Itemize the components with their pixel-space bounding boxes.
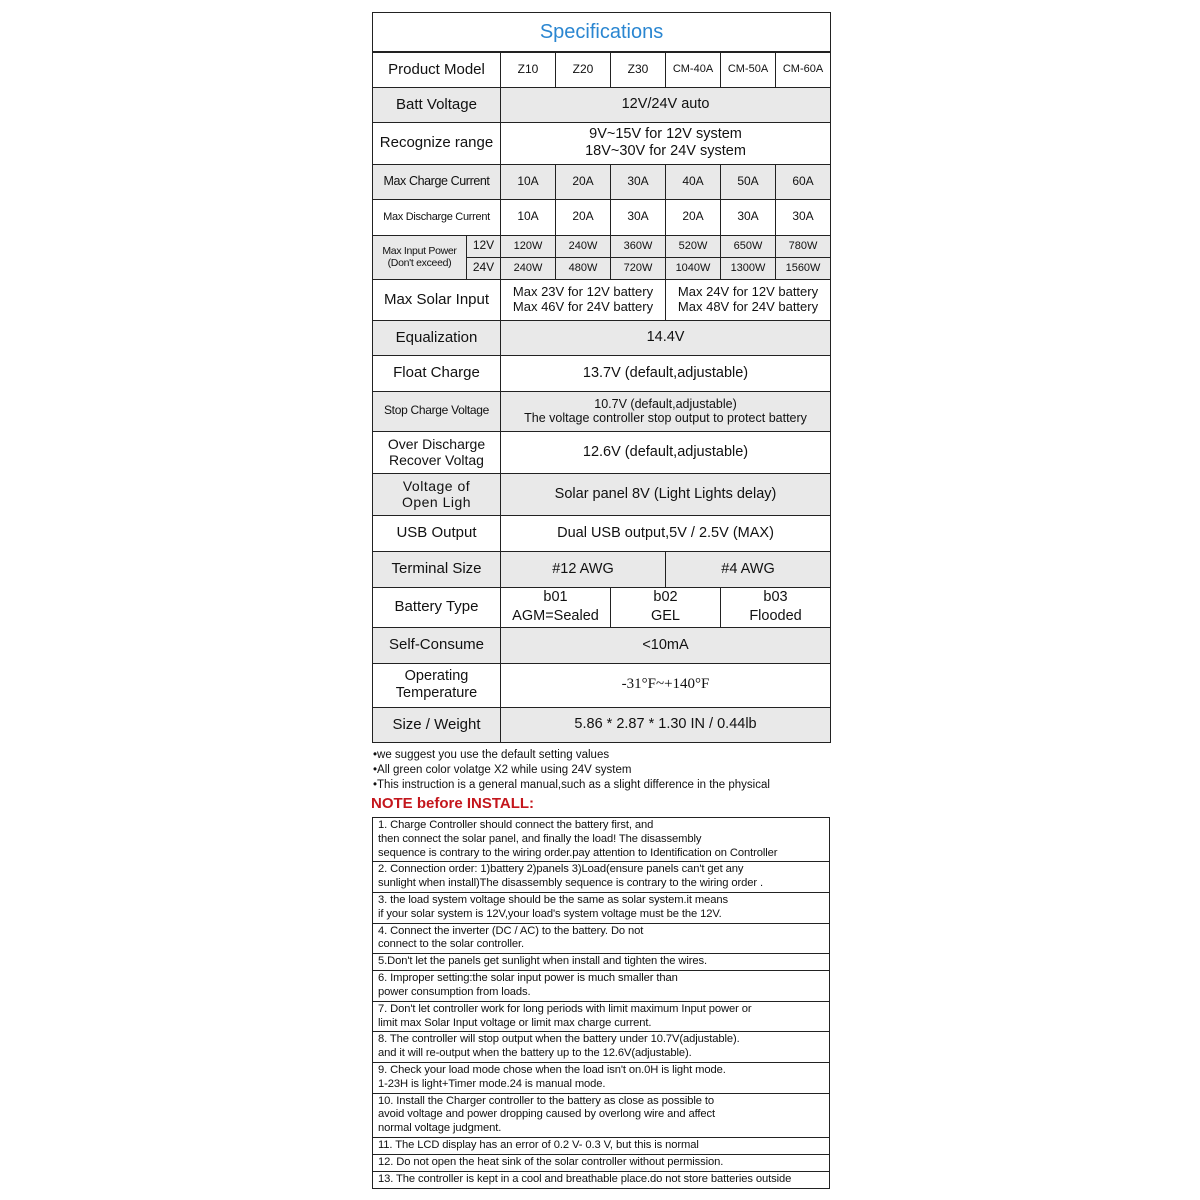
install-item: 2. Connection order: 1)battery 2)panels 3)Load(ensure panels can't get any sunlight when install)The disassembly sequence is contrary to the wiring order . xyxy=(373,862,830,893)
value-line: 10.7V (default,adjustable) xyxy=(594,396,737,411)
value-line: The voltage controller stop output to protect battery xyxy=(524,411,807,425)
row-label: USB Output xyxy=(373,515,501,551)
value-line: Max 48V for 24V battery xyxy=(677,298,819,314)
row-value: #4 AWG xyxy=(666,551,831,587)
value-cell: 240W xyxy=(501,257,556,279)
value-cell: 10A xyxy=(501,199,556,235)
row-value xyxy=(501,122,831,164)
battery-code: b01 xyxy=(501,587,611,607)
value-cell: 10A xyxy=(501,164,556,199)
max-solar-input-row xyxy=(373,279,831,320)
row-label: Equalization xyxy=(373,320,501,355)
install-note-title: NOTE before INSTALL: xyxy=(371,795,535,812)
row-value xyxy=(501,279,666,320)
recognize-range-row xyxy=(373,122,831,164)
value-cell: 480W xyxy=(556,257,611,279)
value-line: Max 46V for 24V battery xyxy=(512,298,654,314)
battery-name: AGM=Sealed xyxy=(501,607,611,627)
value-cell: 30A xyxy=(776,199,831,235)
row-value: 14.4V xyxy=(501,320,831,355)
value-cell: 120W xyxy=(501,235,556,257)
value-cell: 1560W xyxy=(776,257,831,279)
install-item: 8. The controller will stop output when the battery under 10.7V(adjustable). and it will re-output when the battery up to the 12.6V(adjustable). xyxy=(373,1032,830,1063)
row-label: Max Discharge Current xyxy=(373,199,501,235)
value-line: Max 23V for 12V battery xyxy=(512,283,654,299)
value-cell: 780W xyxy=(776,235,831,257)
row-label: Recognize range xyxy=(373,122,501,164)
row-value: 13.7V (default,adjustable) xyxy=(501,355,831,391)
max-input-power-12v-row xyxy=(373,235,831,257)
battery-name: Flooded xyxy=(721,607,831,627)
self-consume-row xyxy=(373,627,831,663)
battery-name: GEL xyxy=(611,607,721,627)
row-value: Solar panel 8V (Light Lights delay) xyxy=(501,473,831,515)
row-value: Dual USB output,5V / 2.5V (MAX) xyxy=(501,515,831,551)
value-cell: 60A xyxy=(776,164,831,199)
row-label xyxy=(373,663,501,707)
product-model-row xyxy=(373,52,831,87)
equalization-row xyxy=(373,320,831,355)
open-light-row xyxy=(373,473,831,515)
battery-type-code-row xyxy=(373,587,831,607)
value-cell: 30A xyxy=(721,199,776,235)
install-item: 4. Connect the inverter (DC / AC) to the battery. Do not connect to the solar controller. xyxy=(373,923,830,954)
row-label: Float Charge xyxy=(373,355,501,391)
voltage-label: 12V xyxy=(467,235,501,257)
label-line: Max Input Power xyxy=(382,244,457,257)
install-item: 7. Don't let controller work for long periods with limit maximum Input power or limit max Solar Input voltage or limit max charge current. xyxy=(373,1001,830,1032)
specifications-table-container xyxy=(372,12,830,743)
value-cell: 20A xyxy=(556,164,611,199)
install-notes-container xyxy=(372,817,830,1189)
value-cell: 50A xyxy=(721,164,776,199)
value-cell: 30A xyxy=(611,164,666,199)
row-value: 12.6V (default,adjustable) xyxy=(501,431,831,473)
float-charge-row xyxy=(373,355,831,391)
value-cell: 650W xyxy=(721,235,776,257)
specifications-table xyxy=(372,12,831,743)
install-item: 6. Improper setting:the solar input power is much smaller than power consumption from loads. xyxy=(373,971,830,1002)
value-line: Max 24V for 12V battery xyxy=(677,283,819,299)
row-value: 5.86 * 2.87 * 1.30 IN / 0.44lb xyxy=(501,707,831,742)
stop-charge-row xyxy=(373,391,831,431)
operating-temp-row xyxy=(373,663,831,707)
row-value: <10mA xyxy=(501,627,831,663)
row-value: -31°F~+140°F xyxy=(501,663,831,707)
usb-output-row xyxy=(373,515,831,551)
note-item: •All green color volatge X2 while using 24V system xyxy=(373,764,632,776)
install-item: 11. The LCD display has an error of 0.2 V- 0.3 V, but this is normal xyxy=(373,1137,830,1154)
row-label: Max Solar Input xyxy=(373,279,501,320)
row-value: 12V/24V auto xyxy=(501,87,831,122)
row-label xyxy=(373,431,501,473)
battery-code: b02 xyxy=(611,587,721,607)
label-line: Over Discharge xyxy=(387,435,486,452)
row-label: Max Charge Current xyxy=(373,164,501,199)
value-line: 9V~15V for 12V system xyxy=(589,126,742,143)
row-label: Product Model xyxy=(373,52,501,87)
install-item: 13. The controller is kept in a cool and breathable place.do not store batteries outside xyxy=(373,1171,830,1188)
row-label: Terminal Size xyxy=(373,551,501,587)
terminal-size-row xyxy=(373,551,831,587)
install-item: 1. Charge Controller should connect the battery first, and then connect the solar panel, and finally the load! The disassembly sequence is contrary to the wiring order.pay attention to Identification on Controller xyxy=(373,818,830,862)
max-input-power-label xyxy=(373,235,467,279)
value-cell: 720W xyxy=(611,257,666,279)
value-cell: 20A xyxy=(666,199,721,235)
label-line: Voltage of xyxy=(402,477,471,494)
value-line: 18V~30V for 24V system xyxy=(585,143,746,159)
batt-voltage-row xyxy=(373,87,831,122)
value-cell: 20A xyxy=(556,199,611,235)
row-label: Self-Consume xyxy=(373,627,501,663)
battery-code: b03 xyxy=(721,587,831,607)
row-label: Battery Type xyxy=(373,587,501,627)
label-line: Temperature xyxy=(395,685,478,701)
model-cell: CM-60A xyxy=(776,52,831,87)
install-item: 5.Don't let the panels get sunlight when install and tighten the wires. xyxy=(373,954,830,971)
install-notes-table xyxy=(372,817,830,1189)
note-item: •This instruction is a general manual,such as a slight difference in the physical xyxy=(373,779,770,791)
model-cell: CM-50A xyxy=(721,52,776,87)
row-label: Stop Charge Voltage xyxy=(373,391,501,431)
model-cell: Z20 xyxy=(556,52,611,87)
row-label xyxy=(373,473,501,515)
install-item: 3. the load system voltage should be the same as solar system.it means if your solar system is 12V,your load's system voltage must be the 12V. xyxy=(373,892,830,923)
value-cell: 1300W xyxy=(721,257,776,279)
label-line: Recover Voltag xyxy=(389,452,484,468)
model-cell: Z30 xyxy=(611,52,666,87)
label-line: (Don't exceed) xyxy=(387,257,452,269)
over-discharge-row xyxy=(373,431,831,473)
value-cell: 40A xyxy=(666,164,721,199)
model-cell: CM-40A xyxy=(666,52,721,87)
value-cell: 240W xyxy=(556,235,611,257)
notes-list xyxy=(373,748,833,793)
row-value: #12 AWG xyxy=(501,551,666,587)
size-weight-row xyxy=(373,707,831,742)
row-label: Batt Voltage xyxy=(373,87,501,122)
max-discharge-row xyxy=(373,199,831,235)
install-item: 9. Check your load mode chose when the load isn't on.0H is light mode. 1-23H is light+Timer mode.24 is manual mode. xyxy=(373,1062,830,1093)
row-value xyxy=(666,279,831,320)
value-cell: 360W xyxy=(611,235,666,257)
max-charge-row xyxy=(373,164,831,199)
value-cell: 30A xyxy=(611,199,666,235)
table-title: Specifications xyxy=(373,13,831,53)
label-line: Open Ligh xyxy=(401,494,472,510)
label-line: Operating xyxy=(404,668,469,685)
note-item: •we suggest you use the default setting values xyxy=(373,749,610,761)
model-cell: Z10 xyxy=(501,52,556,87)
install-item: 10. Install the Charger controller to the battery as close as possible to avoid voltage and power dropping caused by overlong wire and affect normal voltage judgment. xyxy=(373,1093,830,1137)
value-cell: 520W xyxy=(666,235,721,257)
row-label: Size / Weight xyxy=(373,707,501,742)
value-cell: 1040W xyxy=(666,257,721,279)
voltage-label: 24V xyxy=(467,257,501,279)
install-item: 12. Do not open the heat sink of the solar controller without permission. xyxy=(373,1154,830,1171)
row-value xyxy=(501,391,831,431)
